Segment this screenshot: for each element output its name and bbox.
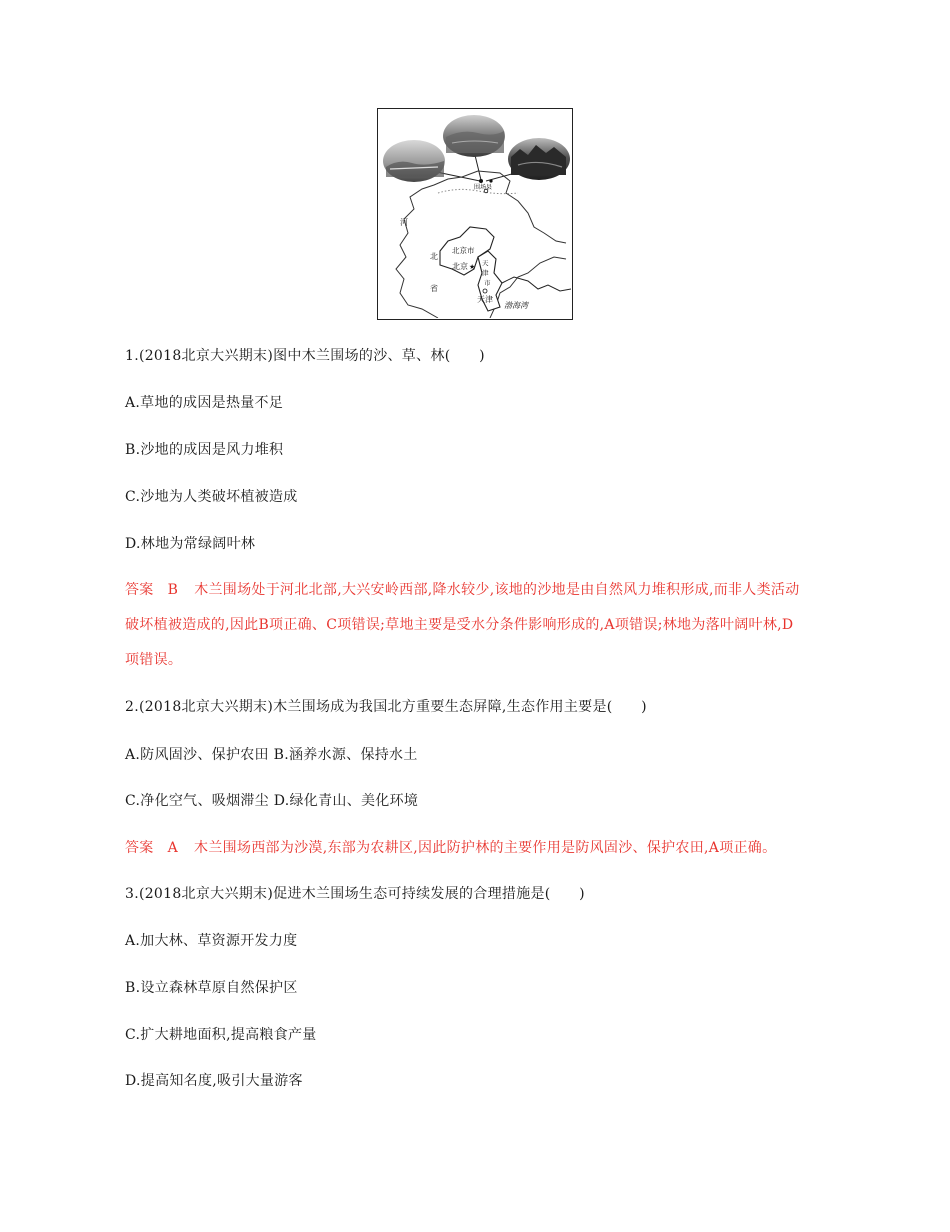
question-3-option-c: C.扩大耕地面积,提高粮食产量 bbox=[125, 1027, 317, 1043]
map-label-weichang: 围场县 bbox=[474, 184, 493, 191]
question-1-answer bbox=[125, 580, 800, 600]
answer-tag: 答案 bbox=[125, 840, 154, 856]
question-1-option-d: D.林地为常绿阔叶林 bbox=[125, 536, 256, 552]
question-2-stem: 2.(2018北京大兴期末)木兰围场成为我国北方重要生态屏障,生态作用主要是( ) bbox=[125, 699, 647, 715]
question-1-option-c: C.沙地为人类破坏植被造成 bbox=[125, 489, 298, 505]
map-label-tianjin: 天津 bbox=[477, 295, 493, 304]
answer-key: A bbox=[167, 840, 179, 856]
map-label-hebei-3: 省 bbox=[430, 284, 438, 293]
photo-sand-icon bbox=[383, 140, 445, 182]
question-1-option-a: A.草地的成因是热量不足 bbox=[125, 395, 284, 411]
capital-star-icon: ★ bbox=[469, 263, 476, 271]
question-1-explanation-line-3: 项错误。 bbox=[125, 652, 183, 668]
question-3-option-a: A.加大林、草资源开发力度 bbox=[125, 933, 298, 949]
question-3-stem: 3.(2018北京大兴期末)促进木兰围场生态可持续发展的合理措施是( ) bbox=[125, 886, 585, 902]
answer-tag: 答案 bbox=[125, 582, 154, 598]
map-label-beijing-city: 北京市 bbox=[452, 246, 475, 255]
question-3-option-d: D.提高知名度,吸引大量游客 bbox=[125, 1073, 303, 1089]
map-label-tianjin-city-1: 天 bbox=[482, 259, 489, 267]
question-1-stem: 1.(2018北京大兴期末)图中木兰围场的沙、草、林( ) bbox=[125, 348, 485, 364]
question-2-options-ab: A.防风固沙、保护农田 B.涵养水源、保持水土 bbox=[125, 747, 418, 763]
answer-explanation: 木兰围场处于河北北部,大兴安岭西部,降水较少,该地的沙地是由自然风力堆积形成,而非人类活动 bbox=[194, 582, 800, 598]
question-2-options-cd: C.净化空气、吸烟滞尘 D.绿化青山、美化环境 bbox=[125, 793, 419, 809]
map-label-bohai: 渤海湾 bbox=[504, 301, 528, 310]
question-2-answer bbox=[125, 838, 776, 858]
map-figure bbox=[377, 108, 573, 320]
photo-grass-icon bbox=[443, 115, 505, 157]
question-1-option-b: B.沙地的成因是风力堆积 bbox=[125, 442, 284, 458]
answer-key: B bbox=[167, 582, 179, 598]
map-label-tianjin-city-2: 津 bbox=[482, 269, 489, 277]
map-label-tianjin-city-3: 市 bbox=[484, 279, 491, 287]
map-label-hebei-2: 北 bbox=[430, 252, 438, 261]
photo-forest-icon bbox=[508, 138, 570, 180]
map-label-beijing: 北京 bbox=[452, 262, 468, 271]
map-label-hebei-1: 河 bbox=[400, 218, 408, 227]
answer-explanation: 木兰围场西部为沙漠,东部为农耕区,因此防护林的主要作用是防风固沙、保护农田,A项正确。 bbox=[194, 840, 777, 856]
question-1-explanation-line-2: 破坏植被造成的,因此B项正确、C项错误;草地主要是受水分条件影响形成的,A项错误;林地为落叶阔叶林,D bbox=[125, 617, 794, 633]
question-3-option-b: B.设立森林草原自然保护区 bbox=[125, 980, 298, 996]
